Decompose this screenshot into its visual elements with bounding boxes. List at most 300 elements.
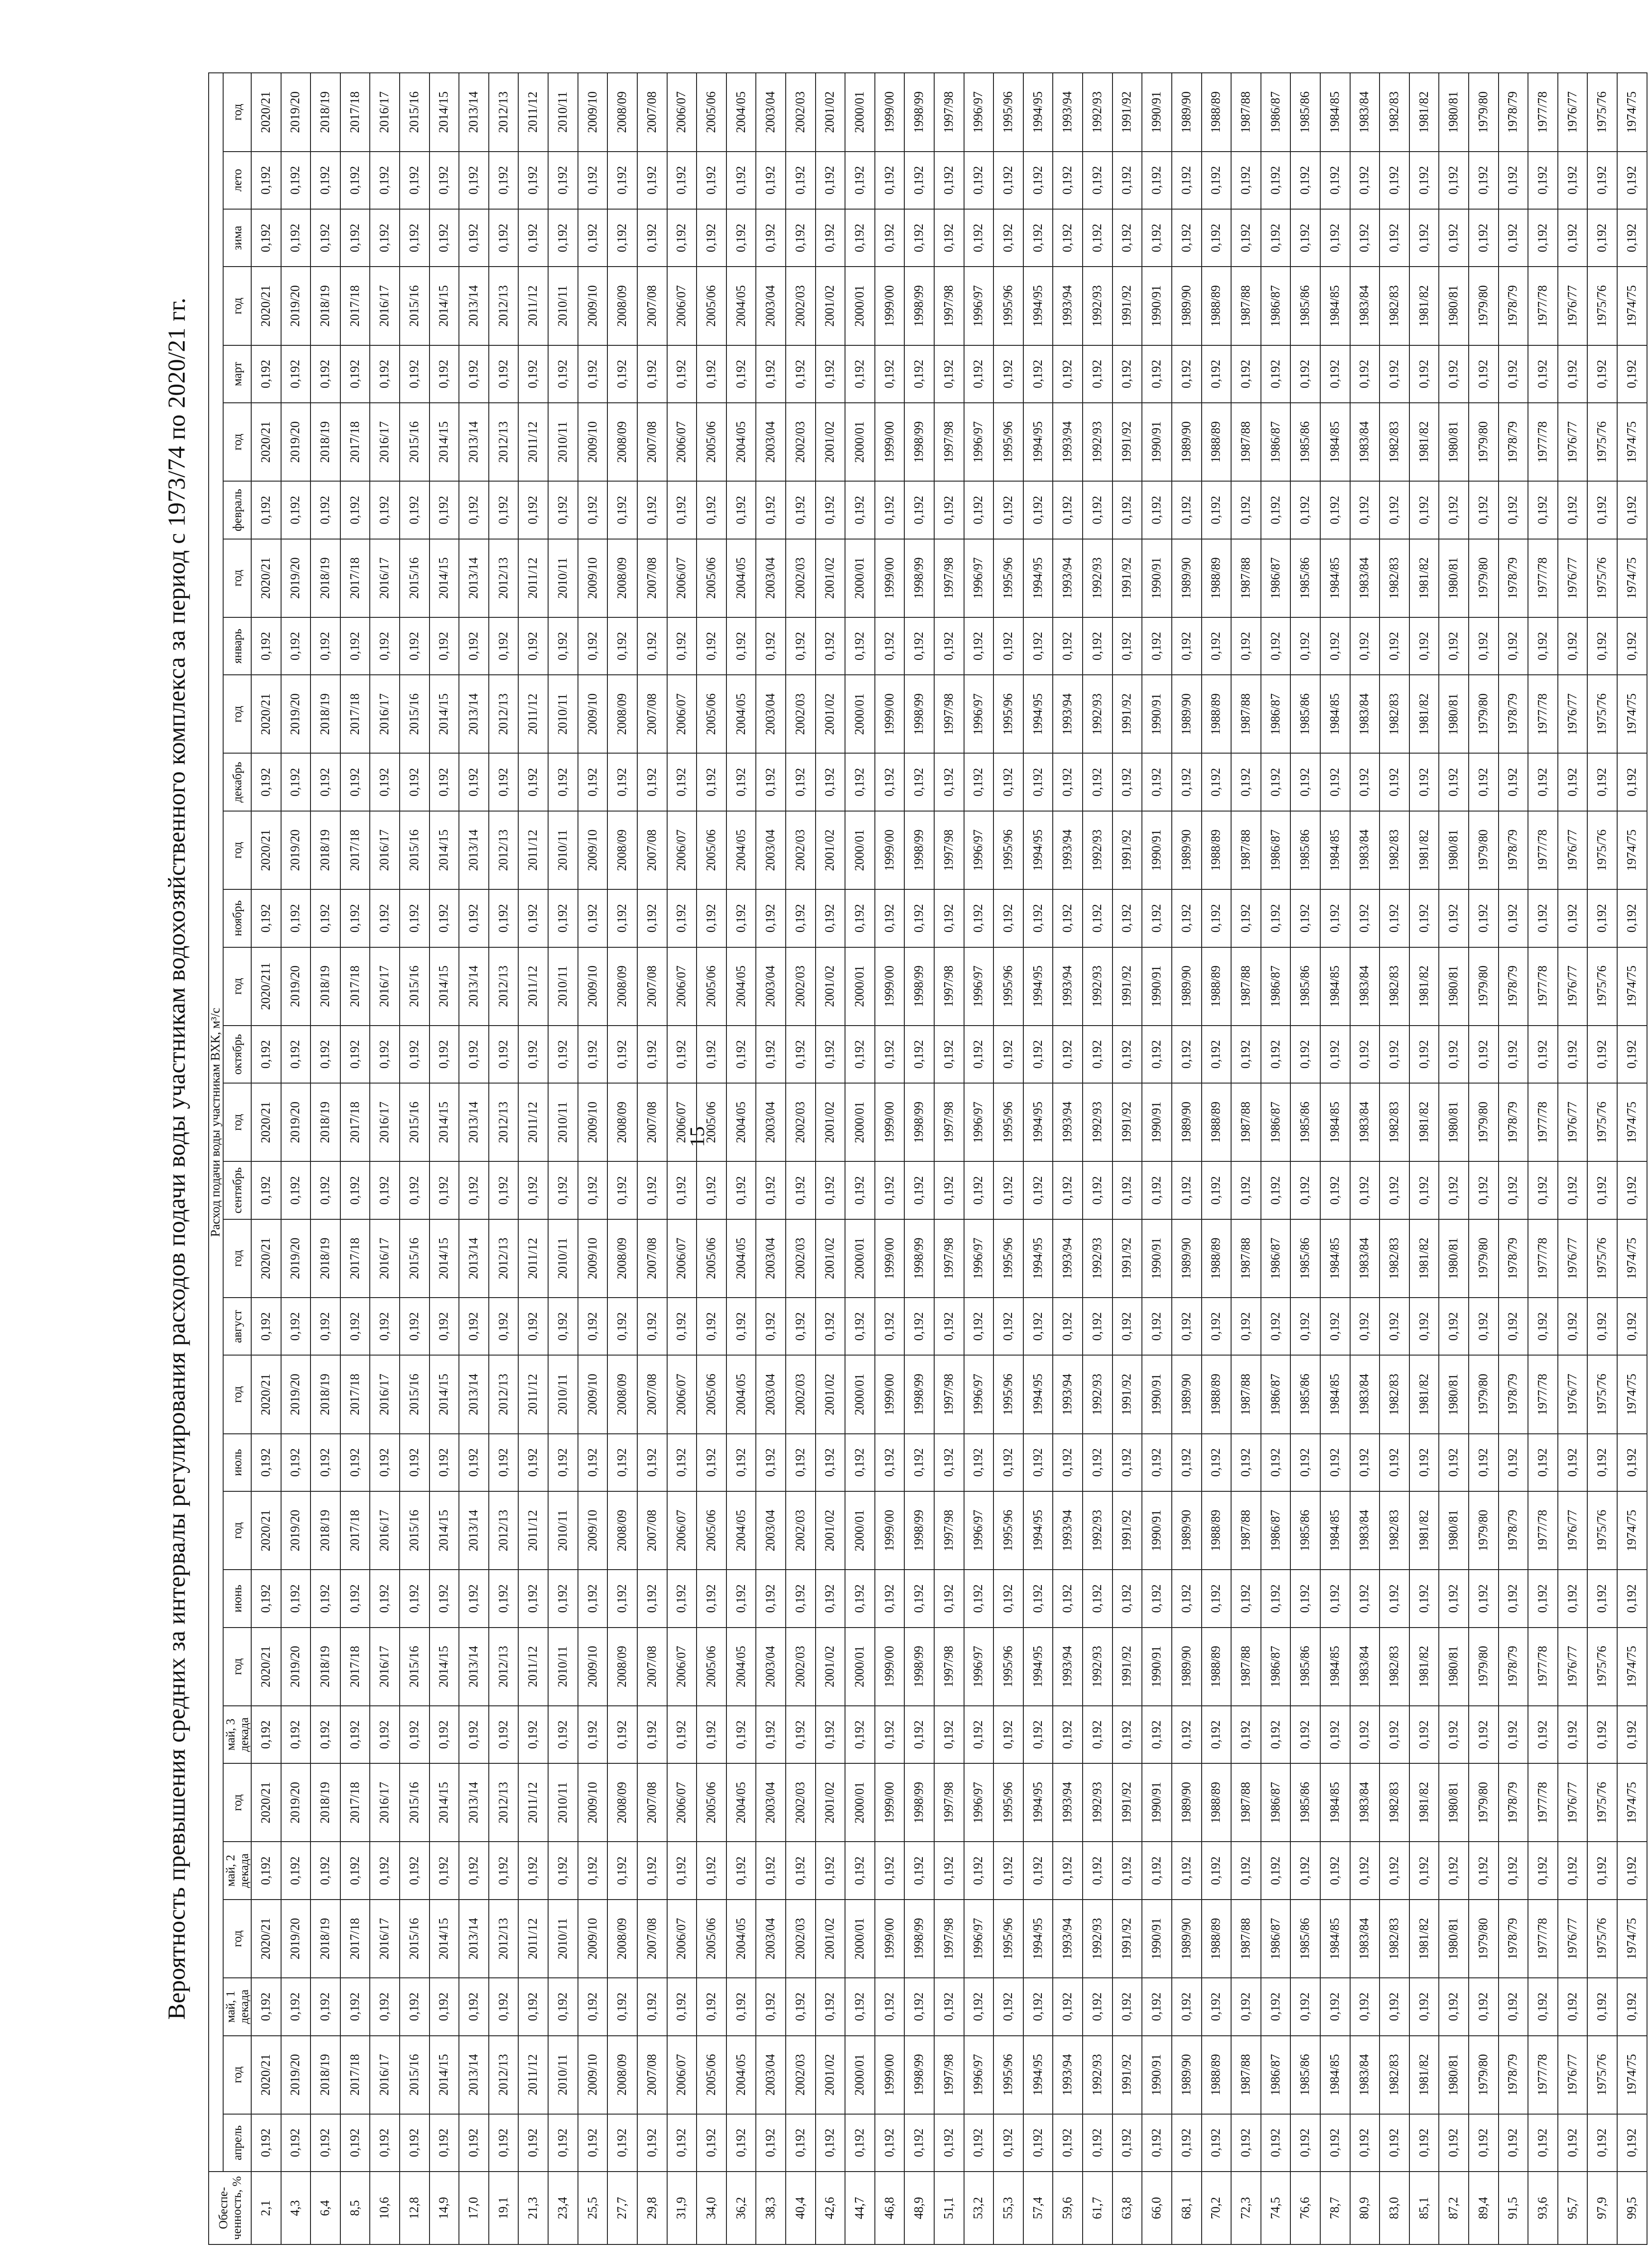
year-cell: 1974/75 xyxy=(1617,403,1647,481)
value-cell: 0,192 xyxy=(1469,1434,1499,1491)
value-cell: 0,192 xyxy=(875,1978,905,2035)
year-cell: 2009/10 xyxy=(578,675,608,753)
value-cell: 0,192 xyxy=(1528,889,1558,947)
value-cell: 0,192 xyxy=(875,209,905,267)
year-cell: 1980/81 xyxy=(1439,811,1469,889)
value-cell: 0,192 xyxy=(904,1978,934,2035)
value-cell: 0,192 xyxy=(1558,2114,1588,2172)
value-cell: 0,192 xyxy=(1587,1570,1617,1627)
year-cell: 1995/96 xyxy=(993,403,1023,481)
year-cell: 1997/98 xyxy=(934,811,964,889)
year-cell: 2006/07 xyxy=(667,1083,697,1161)
year-cell: 2012/13 xyxy=(489,539,519,617)
year-cell: 1976/77 xyxy=(1558,1763,1588,1842)
year-cell: 2017/18 xyxy=(340,539,370,617)
year-cell: 1997/98 xyxy=(934,1900,964,1978)
table-row xyxy=(281,73,311,2244)
value-cell: 0,192 xyxy=(1587,1026,1617,1083)
year-cell: 1989/90 xyxy=(1172,73,1202,152)
value-cell: 0,192 xyxy=(1202,1570,1232,1627)
year-cell: 2000/01 xyxy=(845,1900,875,1978)
value-cell: 0,192 xyxy=(845,1026,875,1083)
year-cell: 1999/00 xyxy=(875,2036,905,2114)
value-cell: 0,192 xyxy=(607,345,637,403)
value-cell: 0,192 xyxy=(1083,1842,1112,1900)
value-cell: 0,192 xyxy=(726,889,756,947)
value-cell: 0,192 xyxy=(1053,1161,1083,1219)
year-cell: 1996/97 xyxy=(964,403,994,481)
probability-cell: 63,8 xyxy=(1112,2172,1142,2244)
year-cell: 1979/80 xyxy=(1469,73,1499,152)
value-cell: 0,192 xyxy=(1380,2114,1409,2172)
year-cell: 1985/86 xyxy=(1290,675,1320,753)
year-cell: 1988/89 xyxy=(1202,1628,1232,1706)
value-cell: 0,192 xyxy=(340,481,370,539)
year-cell: 2009/10 xyxy=(578,811,608,889)
value-cell: 0,192 xyxy=(1112,754,1142,811)
year-cell: 2012/13 xyxy=(489,947,519,1026)
value-cell: 0,192 xyxy=(578,617,608,675)
value-cell: 0,192 xyxy=(904,1842,934,1900)
table-row xyxy=(459,73,489,2244)
year-cell: 1975/76 xyxy=(1587,1491,1617,1570)
year-cell: 1975/76 xyxy=(1587,1355,1617,1433)
value-cell: 0,192 xyxy=(1617,754,1647,811)
value-cell: 0,192 xyxy=(1290,209,1320,267)
value-cell: 0,192 xyxy=(667,2114,697,2172)
year-cell: 1974/75 xyxy=(1617,1355,1647,1433)
year-cell: 1991/92 xyxy=(1112,947,1142,1026)
value-cell: 0,192 xyxy=(1023,2114,1053,2172)
year-cell: 2019/20 xyxy=(281,73,311,152)
value-cell: 0,192 xyxy=(1617,345,1647,403)
value-cell: 0,192 xyxy=(1587,1978,1617,2035)
year-cell: 2018/19 xyxy=(310,1628,340,1706)
value-cell: 0,192 xyxy=(697,1026,726,1083)
value-cell: 0,192 xyxy=(816,1161,845,1219)
value-cell: 0,192 xyxy=(1320,1161,1350,1219)
year-cell: 1977/78 xyxy=(1528,2036,1558,2114)
value-cell: 0,192 xyxy=(756,1026,786,1083)
year-cell: 1989/90 xyxy=(1172,675,1202,753)
year-cell: 1993/94 xyxy=(1053,1219,1083,1298)
year-cell: 1996/97 xyxy=(964,1628,994,1706)
value-cell: 0,192 xyxy=(281,1978,311,2035)
year-cell: 2002/03 xyxy=(786,947,816,1026)
value-cell: 0,192 xyxy=(1142,2114,1172,2172)
value-cell: 0,192 xyxy=(1350,1570,1380,1627)
year-cell: 1982/83 xyxy=(1380,1763,1409,1842)
value-cell: 0,192 xyxy=(400,345,430,403)
year-cell: 1974/75 xyxy=(1617,811,1647,889)
year-cell: 2015/16 xyxy=(400,1083,430,1161)
value-cell: 0,192 xyxy=(964,1842,994,1900)
year-cell: 1989/90 xyxy=(1172,267,1202,345)
year-cell: 2018/19 xyxy=(310,539,340,617)
value-cell: 0,192 xyxy=(1261,1026,1291,1083)
year-cell: 1992/93 xyxy=(1083,73,1112,152)
year-cell: 1993/94 xyxy=(1053,675,1083,753)
year-cell: 1984/85 xyxy=(1320,811,1350,889)
value-cell: 0,192 xyxy=(1558,152,1588,209)
year-cell: 1996/97 xyxy=(964,1763,994,1842)
year-cell: 1981/82 xyxy=(1409,675,1439,753)
year-cell: 2010/11 xyxy=(548,1083,578,1161)
year-cell: 1986/87 xyxy=(1261,1628,1291,1706)
value-cell: 0,192 xyxy=(1528,754,1558,811)
value-cell: 0,192 xyxy=(697,1434,726,1491)
value-cell: 0,192 xyxy=(430,1570,459,1627)
value-cell: 0,192 xyxy=(816,345,845,403)
value-cell: 0,192 xyxy=(1231,1706,1261,1763)
value-cell: 0,192 xyxy=(1231,2114,1261,2172)
year-cell: 2020/21 xyxy=(251,811,281,889)
value-cell: 0,192 xyxy=(1202,1298,1232,1355)
year-cell: 1995/96 xyxy=(993,1355,1023,1433)
value-cell: 0,192 xyxy=(370,481,400,539)
year-cell: 2003/04 xyxy=(756,1763,786,1842)
year-cell: 2002/03 xyxy=(786,2036,816,2114)
value-cell: 0,192 xyxy=(400,1434,430,1491)
year-cell: 2008/09 xyxy=(607,1083,637,1161)
value-cell: 0,192 xyxy=(518,1706,548,1763)
year-cell: 1978/79 xyxy=(1499,1763,1528,1842)
value-cell: 0,192 xyxy=(340,2114,370,2172)
value-cell: 0,192 xyxy=(1112,209,1142,267)
value-cell: 0,192 xyxy=(697,617,726,675)
value-cell: 0,192 xyxy=(934,754,964,811)
value-cell: 0,192 xyxy=(459,1026,489,1083)
year-cell: 1979/80 xyxy=(1469,2036,1499,2114)
year-cell: 2018/19 xyxy=(310,1763,340,1842)
year-cell: 2010/11 xyxy=(548,2036,578,2114)
value-cell: 0,192 xyxy=(430,1161,459,1219)
year-cell: 2000/01 xyxy=(845,811,875,889)
value-cell: 0,192 xyxy=(251,1434,281,1491)
value-cell: 0,192 xyxy=(1499,2114,1528,2172)
year-cell: 2016/17 xyxy=(370,1219,400,1298)
value-cell: 0,192 xyxy=(1172,754,1202,811)
value-cell: 0,192 xyxy=(637,481,667,539)
value-cell: 0,192 xyxy=(1499,1434,1528,1491)
value-cell: 0,192 xyxy=(1202,617,1232,675)
value-cell: 0,192 xyxy=(637,209,667,267)
year-cell: 1980/81 xyxy=(1439,267,1469,345)
year-cell: 2002/03 xyxy=(786,675,816,753)
year-cell: 2000/01 xyxy=(845,539,875,617)
year-cell: 2001/02 xyxy=(816,1763,845,1842)
year-cell: 1996/97 xyxy=(964,947,994,1026)
value-cell: 0,192 xyxy=(400,617,430,675)
year-cell: 2004/05 xyxy=(726,1763,756,1842)
probability-table xyxy=(208,72,1647,2245)
year-cell: 1990/91 xyxy=(1142,1763,1172,1842)
value-cell: 0,192 xyxy=(340,209,370,267)
value-cell: 0,192 xyxy=(1439,209,1469,267)
year-cell: 2006/07 xyxy=(667,73,697,152)
year-cell: 2015/16 xyxy=(400,1355,430,1433)
value-cell: 0,192 xyxy=(1320,1026,1350,1083)
year-cell: 1994/95 xyxy=(1023,947,1053,1026)
year-cell: 2005/06 xyxy=(697,1083,726,1161)
column-header: год xyxy=(223,73,251,152)
value-cell: 0,192 xyxy=(1320,209,1350,267)
value-cell: 0,192 xyxy=(1023,152,1053,209)
value-cell: 0,192 xyxy=(756,1298,786,1355)
year-cell: 2006/07 xyxy=(667,1628,697,1706)
table-row xyxy=(1142,73,1172,2244)
year-cell: 2013/14 xyxy=(459,1763,489,1842)
value-cell: 0,192 xyxy=(1587,1842,1617,1900)
year-cell: 2005/06 xyxy=(697,1763,726,1842)
year-cell: 2009/10 xyxy=(578,1900,608,1978)
value-cell: 0,192 xyxy=(489,1842,519,1900)
value-cell: 0,192 xyxy=(518,1570,548,1627)
value-cell: 0,192 xyxy=(1528,1298,1558,1355)
value-cell: 0,192 xyxy=(667,1161,697,1219)
value-cell: 0,192 xyxy=(1112,1570,1142,1627)
value-cell: 0,192 xyxy=(340,617,370,675)
year-cell: 1995/96 xyxy=(993,1900,1023,1978)
value-cell: 0,192 xyxy=(489,481,519,539)
value-cell: 0,192 xyxy=(845,1161,875,1219)
value-cell: 0,192 xyxy=(489,152,519,209)
value-cell: 0,192 xyxy=(845,1706,875,1763)
year-cell: 1984/85 xyxy=(1320,1083,1350,1161)
year-cell: 2020/211 xyxy=(251,947,281,1026)
year-cell: 2015/16 xyxy=(400,1628,430,1706)
column-header: год xyxy=(223,947,251,1026)
value-cell: 0,192 xyxy=(607,481,637,539)
value-cell: 0,192 xyxy=(993,1298,1023,1355)
year-cell: 2001/02 xyxy=(816,1491,845,1570)
column-header: зима xyxy=(223,209,251,267)
value-cell: 0,192 xyxy=(489,345,519,403)
year-cell: 1999/00 xyxy=(875,1763,905,1842)
value-cell: 0,192 xyxy=(697,1298,726,1355)
year-cell: 1978/79 xyxy=(1499,947,1528,1026)
value-cell: 0,192 xyxy=(548,1842,578,1900)
table-row xyxy=(548,73,578,2244)
value-cell: 0,192 xyxy=(1409,1978,1439,2035)
value-cell: 0,192 xyxy=(637,152,667,209)
value-cell: 0,192 xyxy=(726,1706,756,1763)
value-cell: 0,192 xyxy=(726,1161,756,1219)
value-cell: 0,192 xyxy=(1172,889,1202,947)
value-cell: 0,192 xyxy=(1409,1434,1439,1491)
year-cell: 2007/08 xyxy=(637,1219,667,1298)
year-cell: 1989/90 xyxy=(1172,403,1202,481)
year-cell: 1999/00 xyxy=(875,1900,905,1978)
value-cell: 0,192 xyxy=(1083,889,1112,947)
value-cell: 0,192 xyxy=(1528,617,1558,675)
value-cell: 0,192 xyxy=(1528,1026,1558,1083)
value-cell: 0,192 xyxy=(1558,617,1588,675)
value-cell: 0,192 xyxy=(1499,345,1528,403)
year-cell: 1981/82 xyxy=(1409,2036,1439,2114)
year-cell: 1980/81 xyxy=(1439,73,1469,152)
year-cell: 1994/95 xyxy=(1023,403,1053,481)
value-cell: 0,192 xyxy=(370,889,400,947)
value-cell: 0,192 xyxy=(1053,1026,1083,1083)
value-cell: 0,192 xyxy=(459,1570,489,1627)
table-row xyxy=(489,73,519,2244)
year-cell: 1979/80 xyxy=(1469,539,1499,617)
year-cell: 1988/89 xyxy=(1202,1219,1232,1298)
value-cell: 0,192 xyxy=(934,1978,964,2035)
table-row xyxy=(1350,73,1380,2244)
year-cell: 2002/03 xyxy=(786,811,816,889)
year-cell: 1990/91 xyxy=(1142,1628,1172,1706)
value-cell: 0,192 xyxy=(459,209,489,267)
value-cell: 0,192 xyxy=(251,345,281,403)
value-cell: 0,192 xyxy=(1409,1026,1439,1083)
probability-cell: 21,3 xyxy=(518,2172,548,2244)
value-cell: 0,192 xyxy=(1290,152,1320,209)
year-cell: 2011/12 xyxy=(518,539,548,617)
value-cell: 0,192 xyxy=(1023,889,1053,947)
table-row xyxy=(251,73,281,2244)
value-cell: 0,192 xyxy=(1439,1706,1469,1763)
value-cell: 0,192 xyxy=(1439,1026,1469,1083)
year-cell: 1999/00 xyxy=(875,947,905,1026)
probability-cell: 29,8 xyxy=(637,2172,667,2244)
value-cell: 0,192 xyxy=(1202,345,1232,403)
value-cell: 0,192 xyxy=(667,889,697,947)
value-cell: 0,192 xyxy=(1142,1026,1172,1083)
value-cell: 0,192 xyxy=(489,1026,519,1083)
year-cell: 1980/81 xyxy=(1439,2036,1469,2114)
value-cell: 0,192 xyxy=(1023,1026,1053,1083)
value-cell: 0,192 xyxy=(1231,1434,1261,1491)
year-cell: 2008/09 xyxy=(607,1628,637,1706)
year-cell: 2003/04 xyxy=(756,267,786,345)
value-cell: 0,192 xyxy=(1172,209,1202,267)
year-cell: 1975/76 xyxy=(1587,675,1617,753)
value-cell: 0,192 xyxy=(1409,209,1439,267)
year-cell: 1976/77 xyxy=(1558,267,1588,345)
year-cell: 2001/02 xyxy=(816,811,845,889)
probability-cell: 61,7 xyxy=(1083,2172,1112,2244)
year-cell: 2011/12 xyxy=(518,1355,548,1433)
value-cell: 0,192 xyxy=(1558,1026,1588,1083)
year-cell: 1982/83 xyxy=(1380,1628,1409,1706)
year-cell: 1985/86 xyxy=(1290,947,1320,1026)
year-cell: 2015/16 xyxy=(400,947,430,1026)
year-cell: 2010/11 xyxy=(548,1763,578,1842)
year-cell: 2012/13 xyxy=(489,73,519,152)
year-cell: 1980/81 xyxy=(1439,1219,1469,1298)
value-cell: 0,192 xyxy=(1587,152,1617,209)
year-cell: 1976/77 xyxy=(1558,675,1588,753)
value-cell: 0,192 xyxy=(607,617,637,675)
year-cell: 2009/10 xyxy=(578,1219,608,1298)
year-cell: 1977/78 xyxy=(1528,1219,1558,1298)
year-cell: 2018/19 xyxy=(310,1355,340,1433)
year-cell: 1986/87 xyxy=(1261,539,1291,617)
value-cell: 0,192 xyxy=(370,1570,400,1627)
year-cell: 2011/12 xyxy=(518,675,548,753)
year-cell: 2016/17 xyxy=(370,73,400,152)
value-cell: 0,192 xyxy=(993,209,1023,267)
value-cell: 0,192 xyxy=(697,889,726,947)
value-cell: 0,192 xyxy=(875,152,905,209)
year-cell: 1992/93 xyxy=(1083,267,1112,345)
value-cell: 0,192 xyxy=(756,2114,786,2172)
value-cell: 0,192 xyxy=(637,1570,667,1627)
value-cell: 0,192 xyxy=(1112,889,1142,947)
year-cell: 2004/05 xyxy=(726,267,756,345)
year-cell: 2001/02 xyxy=(816,267,845,345)
year-cell: 2020/21 xyxy=(251,675,281,753)
table-row xyxy=(340,73,370,2244)
year-cell: 2004/05 xyxy=(726,1491,756,1570)
value-cell: 0,192 xyxy=(1261,345,1291,403)
value-cell: 0,192 xyxy=(816,2114,845,2172)
value-cell: 0,192 xyxy=(726,1570,756,1627)
year-cell: 1995/96 xyxy=(993,947,1023,1026)
value-cell: 0,192 xyxy=(459,2114,489,2172)
value-cell: 0,192 xyxy=(1112,345,1142,403)
column-header: год xyxy=(223,1083,251,1161)
value-cell: 0,192 xyxy=(786,754,816,811)
value-cell: 0,192 xyxy=(875,889,905,947)
year-cell: 1992/93 xyxy=(1083,675,1112,753)
value-cell: 0,192 xyxy=(1261,754,1291,811)
value-cell: 0,192 xyxy=(430,209,459,267)
value-cell: 0,192 xyxy=(1231,481,1261,539)
value-cell: 0,192 xyxy=(1499,1842,1528,1900)
value-cell: 0,192 xyxy=(430,1298,459,1355)
year-cell: 1981/82 xyxy=(1409,1763,1439,1842)
value-cell: 0,192 xyxy=(518,1978,548,2035)
value-cell: 0,192 xyxy=(1558,345,1588,403)
year-cell: 1995/96 xyxy=(993,1763,1023,1842)
year-cell: 1985/86 xyxy=(1290,73,1320,152)
value-cell: 0,192 xyxy=(400,481,430,539)
year-cell: 2008/09 xyxy=(607,539,637,617)
value-cell: 0,192 xyxy=(726,617,756,675)
value-cell: 0,192 xyxy=(607,1298,637,1355)
year-cell: 2014/15 xyxy=(430,1355,459,1433)
year-cell: 1979/80 xyxy=(1469,675,1499,753)
value-cell: 0,192 xyxy=(400,1978,430,2035)
value-cell: 0,192 xyxy=(1587,481,1617,539)
probability-cell: 53,2 xyxy=(964,2172,994,2244)
year-cell: 1976/77 xyxy=(1558,1900,1588,1978)
value-cell: 0,192 xyxy=(1320,754,1350,811)
year-cell: 2008/09 xyxy=(607,403,637,481)
year-cell: 2005/06 xyxy=(697,403,726,481)
year-cell: 1977/78 xyxy=(1528,539,1558,617)
value-cell: 0,192 xyxy=(370,209,400,267)
value-cell: 0,192 xyxy=(1261,152,1291,209)
year-cell: 2011/12 xyxy=(518,947,548,1026)
value-cell: 0,192 xyxy=(1053,889,1083,947)
year-cell: 2014/15 xyxy=(430,1900,459,1978)
value-cell: 0,192 xyxy=(756,1434,786,1491)
value-cell: 0,192 xyxy=(726,481,756,539)
year-cell: 1985/86 xyxy=(1290,267,1320,345)
value-cell: 0,192 xyxy=(1023,1298,1053,1355)
year-cell: 1991/92 xyxy=(1112,1083,1142,1161)
year-cell: 1993/94 xyxy=(1053,1491,1083,1570)
value-cell: 0,192 xyxy=(816,1706,845,1763)
table-row xyxy=(1261,73,1291,2244)
value-cell: 0,192 xyxy=(281,209,311,267)
year-cell: 1982/83 xyxy=(1380,1355,1409,1433)
year-cell: 1996/97 xyxy=(964,267,994,345)
